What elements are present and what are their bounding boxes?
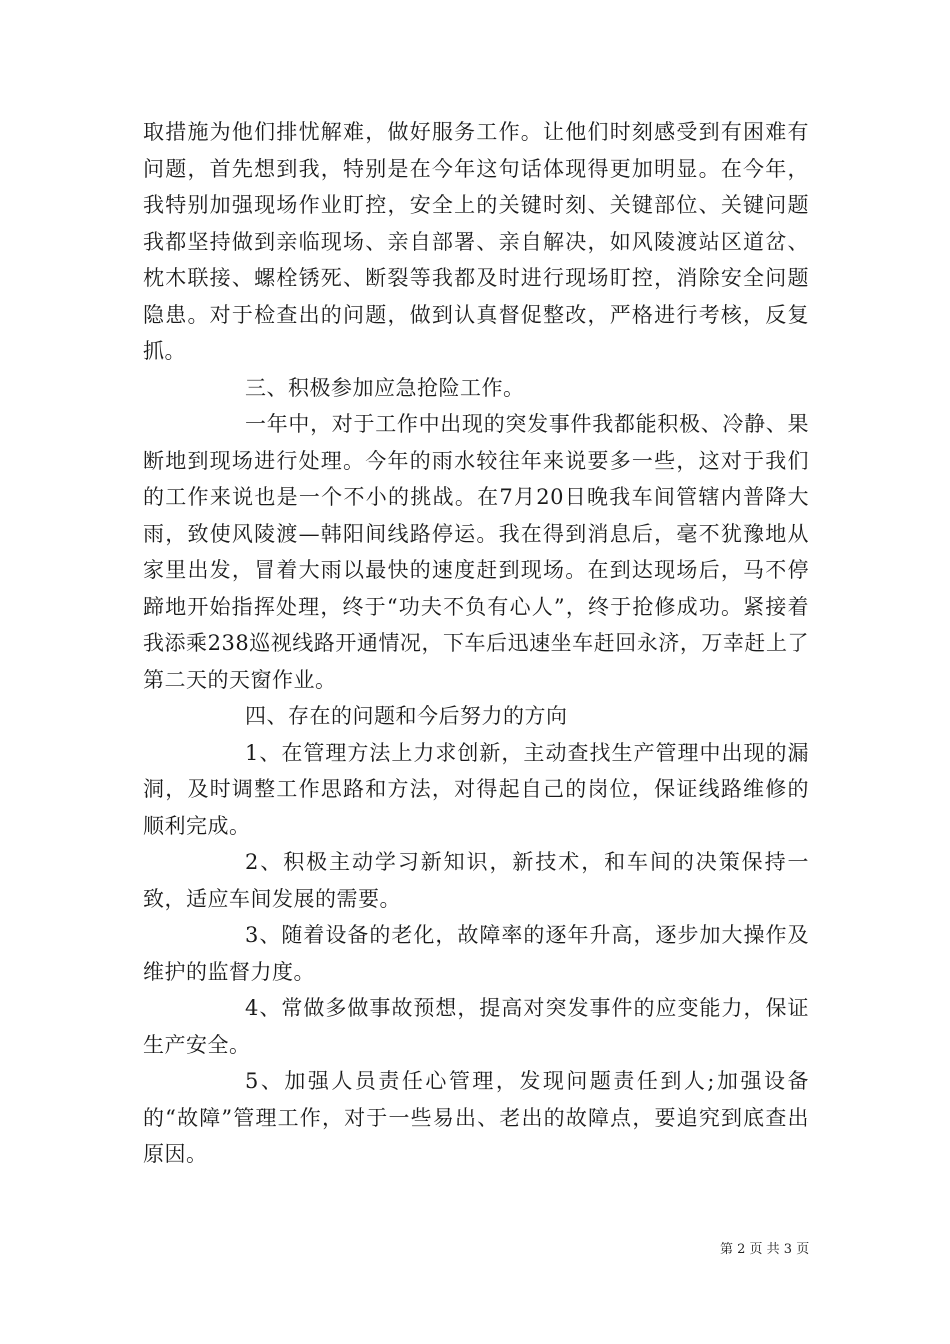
page-number: 第 2 页 共 3 页 [720,1242,810,1257]
list-item-3: 3、随着设备的老化，故障率的逐年升高，逐步加大操作及维护的监督力度。 [143,923,809,984]
section-heading-3: 三、积极参加应急抢险工作。 [245,375,525,400]
paragraph-continuation: 取措施为他们排忧解难，做好服务工作。让他们时刻感受到有困难有问题，首先想到我，特别是在今年这句话体现得更加明显。在今年，我特别加强现场作业盯控，安全上的关键时刻、关键部位、关键问题我都坚持做到亲临现场、亲自部署、亲自解决，如风陵渡站区道岔、枕木联接、螺栓锈死、断裂等我都及时进行现场盯控，消除安全问题隐患。对于检查出的问题，做到认真督促整改，严格进行考核，反复抓。 [143,120,809,363]
paragraph-emergency: 一年中，对于工作中出现的突发事件我都能积极、冷静、果断地到现场进行处理。今年的雨水较往年来说要多一些，这对于我们的工作来说也是一个不小的挑战。在7月20日晚我车间管辖内普降大雨，致使风陵渡—韩阳间线路停运。我在得到消息后，毫不犹豫地从家里出发，冒着大雨以最快的速度赶到现场。在到达现场后，马不停蹄地开始指挥处理，终于“功夫不负有心人”，终于抢修成功。紧接着我添乘238巡视线路开通情况，下车后迅速坐车赶回永济，万幸赶上了第二天的天窗作业。 [143,412,809,692]
page-footer [720,1238,809,1257]
document-body [143,114,809,1173]
section-heading-4: 四、存在的问题和今后努力的方向 [245,704,568,728]
list-item-1: 1、在管理方法上力求创新，主动查找生产管理中出现的漏洞，及时调整工作思路和方法，对得起自己的岗位，保证线路维修的顺利完成。 [143,740,809,838]
list-item-4: 4、常做多做事故预想，提高对突发事件的应变能力，保证生产安全。 [143,996,809,1057]
list-item-2: 2、积极主动学习新知识，新技术，和车间的决策保持一致，适应车间发展的需要。 [143,850,809,911]
list-item-5: 5、加强人员责任心管理，发现问题责任到人;加强设备的“故障”管理工作，对于一些易出、老出的故障点，要追究到底查出原因。 [143,1069,809,1166]
